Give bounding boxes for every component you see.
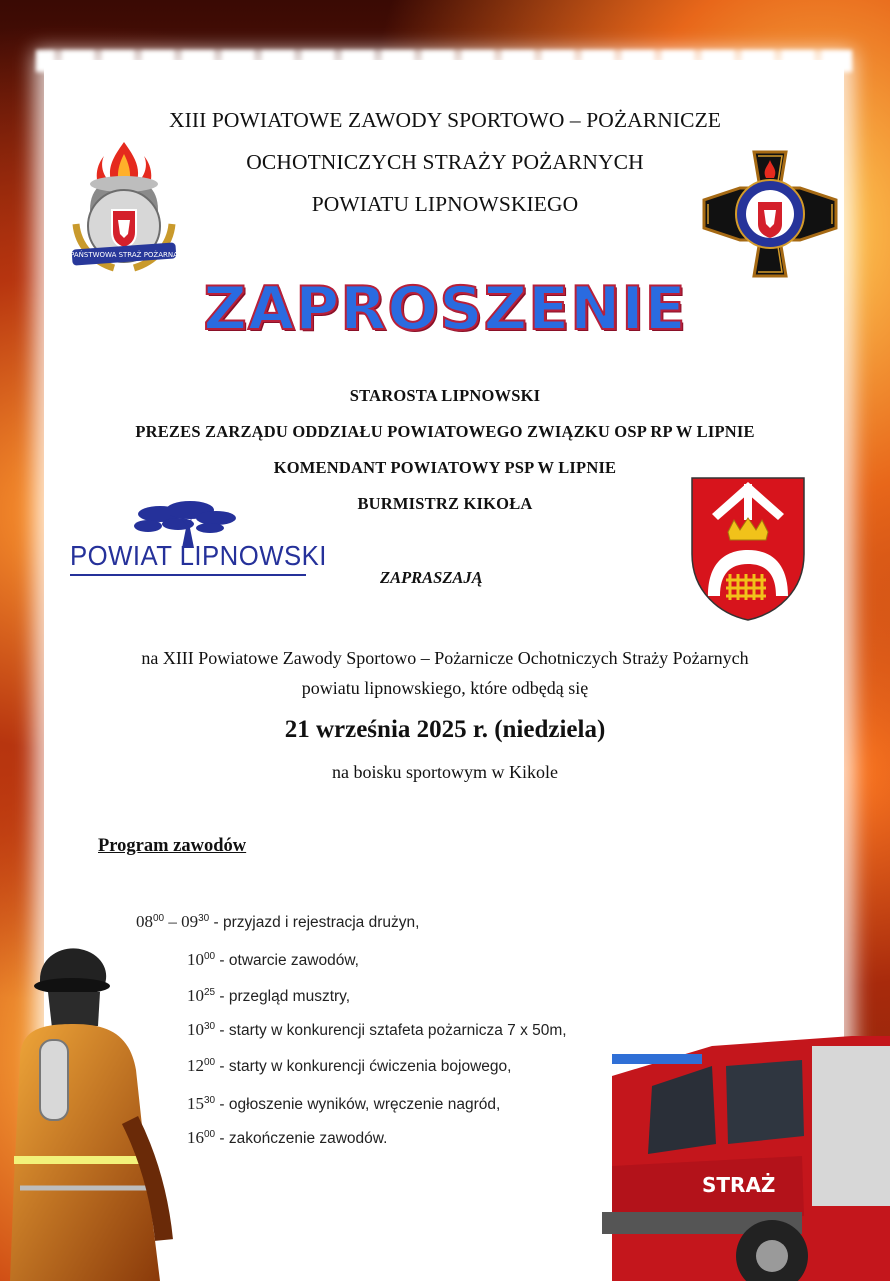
event-place: na boisku sportowym w Kikole: [332, 762, 558, 782]
schedule-item: $10^{30}$ - starty w konkurencji sztafeta pożarnicza 7 x 50m,: [187, 1020, 567, 1039]
powiat-logo-underline: [70, 574, 306, 576]
body-line-2: powiatu lipnowskiego, które odbędą się: [301, 678, 589, 698]
organizer-1: STAROSTA LIPNOWSKI: [349, 386, 541, 405]
coat-of-arms-icon: [688, 474, 808, 624]
organizer-4: BURMISTRZ KIKOŁA: [357, 494, 533, 513]
schedule-item: $10^{25}$ - przegląd musztry,: [187, 986, 351, 1005]
header-line-2: OCHOTNICZYCH STRAŻY POŻARNYCH: [246, 150, 644, 174]
poster-title: ZAPROSZENIE: [203, 274, 687, 344]
organizer-2: PREZES ZARZĄDU ODDZIAŁU POWIATOWEGO ZWIĄZKU OSP RP W LIPNIE: [135, 422, 755, 441]
osp-cross-icon: [700, 148, 840, 280]
event-date: 21 września 2025 r. (niedziela): [284, 716, 606, 743]
firefighter-illustration: [0, 940, 200, 1281]
organizer-3: KOMENDANT POWIATOWY PSP W LIPNIE: [273, 458, 617, 477]
psp-emblem-icon: [66, 138, 182, 288]
psp-emblem-text: PAŃSTWOWA STRAŻ POŻARNA: [70, 251, 178, 259]
invite-word: ZAPRASZAJĄ: [380, 568, 483, 587]
truck-label: STRAŻ: [702, 1173, 776, 1197]
powiat-logo-text: POWIAT LIPNOWSKI: [70, 540, 327, 571]
schedule-item: $16^{00}$ - zakończenie zawodów.: [187, 1128, 388, 1147]
program-title: Program zawodów: [98, 836, 247, 856]
fire-truck-illustration: [592, 1016, 890, 1281]
schedule-item: $15^{30}$ - ogłoszenie wyników, wręczenie nagród,: [187, 1094, 501, 1113]
schedule-item: $10^{00}$ - otwarcie zawodów,: [187, 950, 359, 969]
body-line-1: na XIII Powiatowe Zawody Sportowo – Pożarnicze Ochotniczych Straży Pożarnych: [141, 648, 749, 668]
schedule-item: $08^{00} - 09^{30}$ - przyjazd i rejestracja drużyn,: [136, 912, 420, 931]
schedule-item: $12^{00}$ - starty w konkurencji ćwiczenia bojowego,: [187, 1056, 512, 1075]
header-line-1: XIII POWIATOWE ZAWODY SPORTOWO – POŻARNICZE: [168, 108, 722, 132]
header-line-3: POWIATU LIPNOWSKIEGO: [311, 192, 579, 216]
